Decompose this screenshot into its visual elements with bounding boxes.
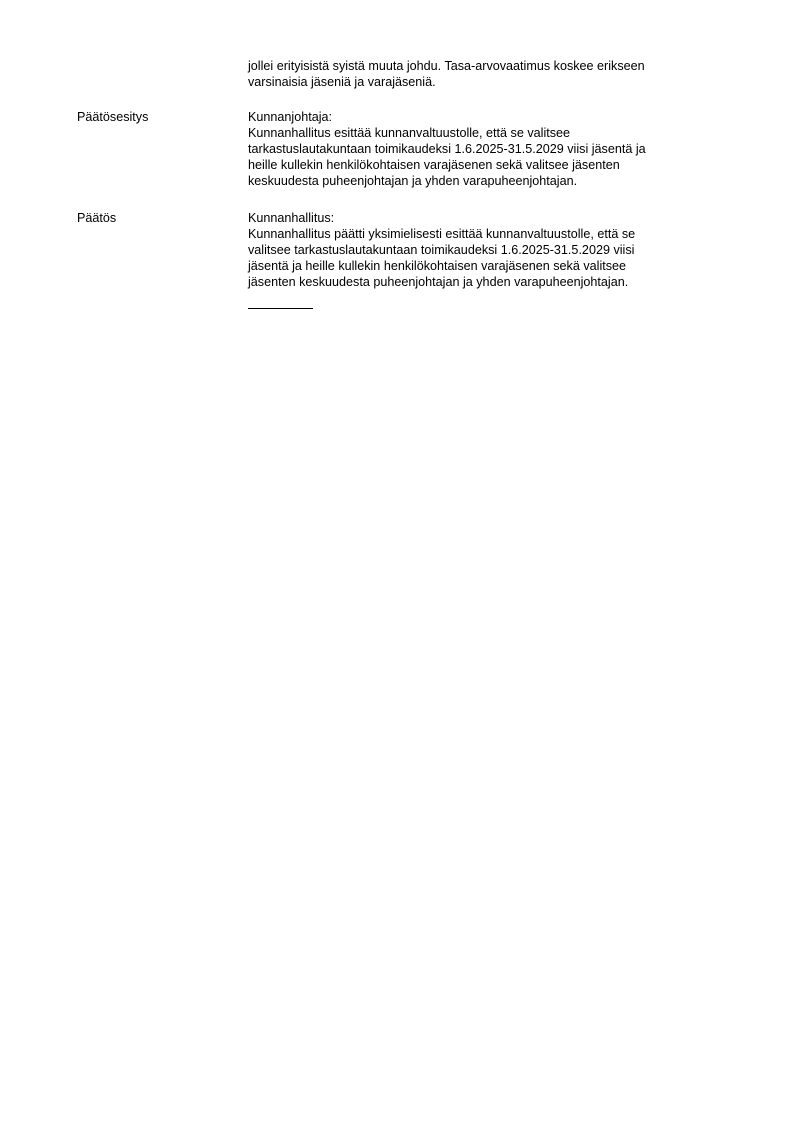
signature-rule: [248, 308, 313, 309]
section-line: Kunnanhallitus päätti yksimielisesti esittää kunnanvaltuustolle, että se: [248, 227, 636, 241]
intro-line: jollei erityisistä syistä muuta johdu. Tasa-arvovaatimus koskee erikseen: [248, 59, 645, 73]
section-line: keskuudesta puheenjohtajan ja yhden varapuheenjohtajan.: [248, 174, 578, 188]
intro-line: varsinaisia jäseniä ja varajäseniä.: [248, 75, 436, 89]
section-line: tarkastuslautakuntaan toimikaudeksi 1.6.2025-31.5.2029 viisi jäsentä ja: [248, 142, 646, 156]
section-heading: Kunnanhallitus:: [248, 211, 335, 225]
section-line: Kunnanhallitus esittää kunnanvaltuustolle, että se valitsee: [248, 126, 571, 140]
section-line: jäsenten keskuudesta puheenjohtajan ja yhden varapuheenjohtajan.: [248, 275, 629, 289]
section-line: jäsentä ja heille kullekin henkilökohtaisen varajäsenen sekä valitsee: [248, 259, 627, 273]
section-line: valitsee tarkastuslautakuntaan toimikaudeksi 1.6.2025-31.5.2029 viisi: [248, 243, 635, 257]
intro-paragraph: [248, 58, 718, 90]
section-label-paatos: Päätös: [77, 211, 117, 225]
section-label-paatosesitys: Päätösesitys: [77, 110, 149, 124]
section-body-paatosesitys: [248, 109, 718, 189]
section-heading: Kunnanjohtaja:: [248, 110, 333, 124]
section-line: heille kullekin henkilökohtaisen varajäsenen sekä valitsee jäsenten: [248, 158, 620, 172]
section-body-paatos: [248, 210, 718, 290]
